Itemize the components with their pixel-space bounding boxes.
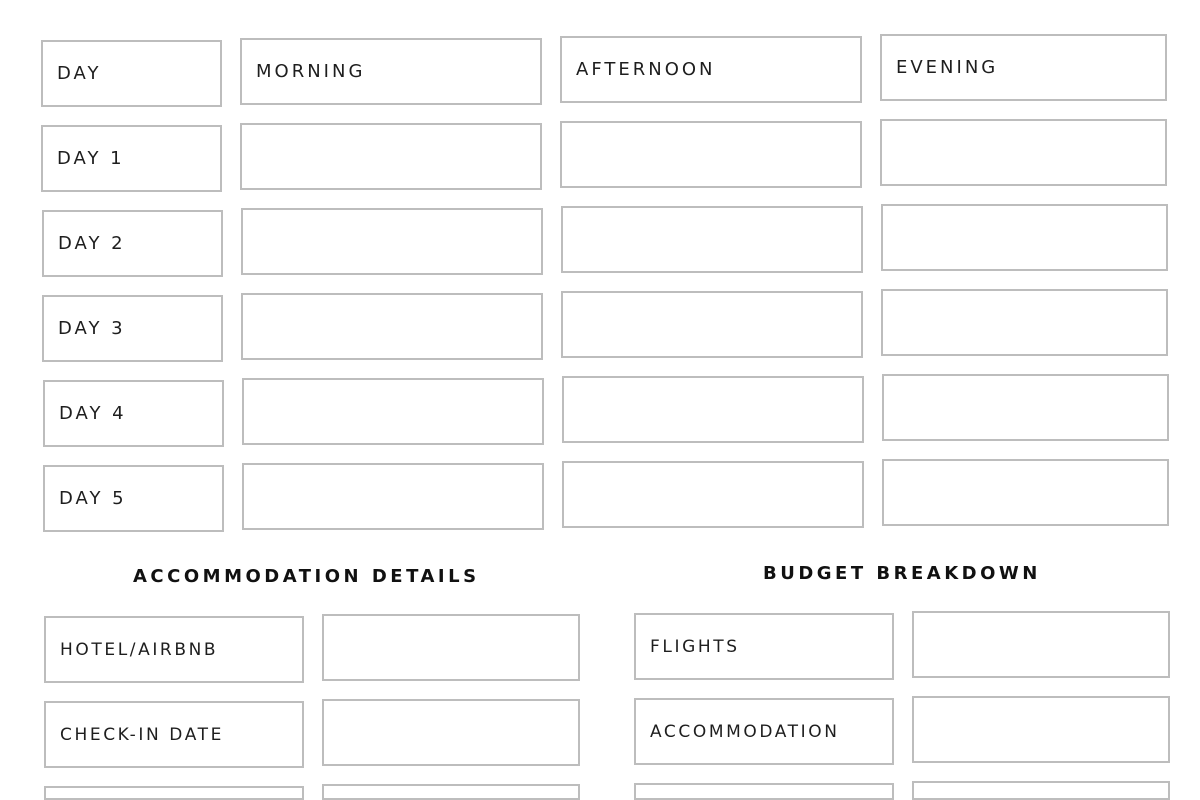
hotel-airbnb-field[interactable] bbox=[322, 614, 580, 681]
header-day-label: DAY bbox=[57, 63, 102, 84]
day-1-label-cell bbox=[41, 125, 222, 192]
day-3-label-cell bbox=[42, 295, 223, 362]
accommodation-cost-label-cell bbox=[634, 698, 894, 765]
budget-row-3-label-cell bbox=[634, 783, 894, 800]
day-2-label-cell bbox=[42, 210, 223, 277]
day-5-evening-field[interactable] bbox=[882, 459, 1169, 526]
check-in-date-field[interactable] bbox=[322, 699, 580, 766]
header-day bbox=[41, 40, 222, 107]
day-5-morning-field[interactable] bbox=[242, 463, 544, 530]
day-2-afternoon-field[interactable] bbox=[561, 206, 863, 273]
day-5-label-cell bbox=[43, 465, 224, 532]
header-afternoon bbox=[560, 36, 862, 103]
day-4-label: DAY 4 bbox=[59, 403, 127, 424]
header-evening bbox=[880, 34, 1167, 101]
flights-label-cell bbox=[634, 613, 894, 680]
hotel-airbnb-label-cell bbox=[44, 616, 304, 683]
check-in-date-label-cell bbox=[44, 701, 304, 768]
flights-label: FLIGHTS bbox=[650, 636, 740, 657]
day-3-morning-field[interactable] bbox=[241, 293, 543, 360]
hotel-airbnb-label: HOTEL/AIRBNB bbox=[60, 639, 219, 660]
budget-row-3-field[interactable] bbox=[912, 781, 1170, 800]
day-4-afternoon-field[interactable] bbox=[562, 376, 864, 443]
accommodation-title: ACCOMMODATION DETAILS bbox=[133, 566, 480, 587]
header-evening-label: EVENING bbox=[896, 57, 999, 78]
day-2-morning-field[interactable] bbox=[241, 208, 543, 275]
day-5-label: DAY 5 bbox=[59, 488, 127, 509]
day-4-morning-field[interactable] bbox=[242, 378, 544, 445]
check-in-date-label: CHECK-IN DATE bbox=[60, 724, 224, 745]
day-4-evening-field[interactable] bbox=[882, 374, 1169, 441]
day-5-afternoon-field[interactable] bbox=[562, 461, 864, 528]
day-2-evening-field[interactable] bbox=[881, 204, 1168, 271]
header-morning bbox=[240, 38, 542, 105]
day-4-label-cell bbox=[43, 380, 224, 447]
accommodation-row-3-label-cell bbox=[44, 786, 304, 800]
header-afternoon-label: AFTERNOON bbox=[576, 59, 716, 80]
day-2-label: DAY 2 bbox=[58, 233, 126, 254]
flights-field[interactable] bbox=[912, 611, 1170, 678]
day-1-label: DAY 1 bbox=[57, 148, 125, 169]
header-morning-label: MORNING bbox=[256, 61, 366, 82]
day-1-evening-field[interactable] bbox=[880, 119, 1167, 186]
day-3-afternoon-field[interactable] bbox=[561, 291, 863, 358]
day-1-morning-field[interactable] bbox=[240, 123, 542, 190]
day-3-label: DAY 3 bbox=[58, 318, 126, 339]
accommodation-cost-label: ACCOMMODATION bbox=[650, 721, 840, 742]
accommodation-row-3-field[interactable] bbox=[322, 784, 580, 800]
budget-title: BUDGET BREAKDOWN bbox=[763, 563, 1041, 584]
day-1-afternoon-field[interactable] bbox=[560, 121, 862, 188]
accommodation-cost-field[interactable] bbox=[912, 696, 1170, 763]
day-3-evening-field[interactable] bbox=[881, 289, 1168, 356]
